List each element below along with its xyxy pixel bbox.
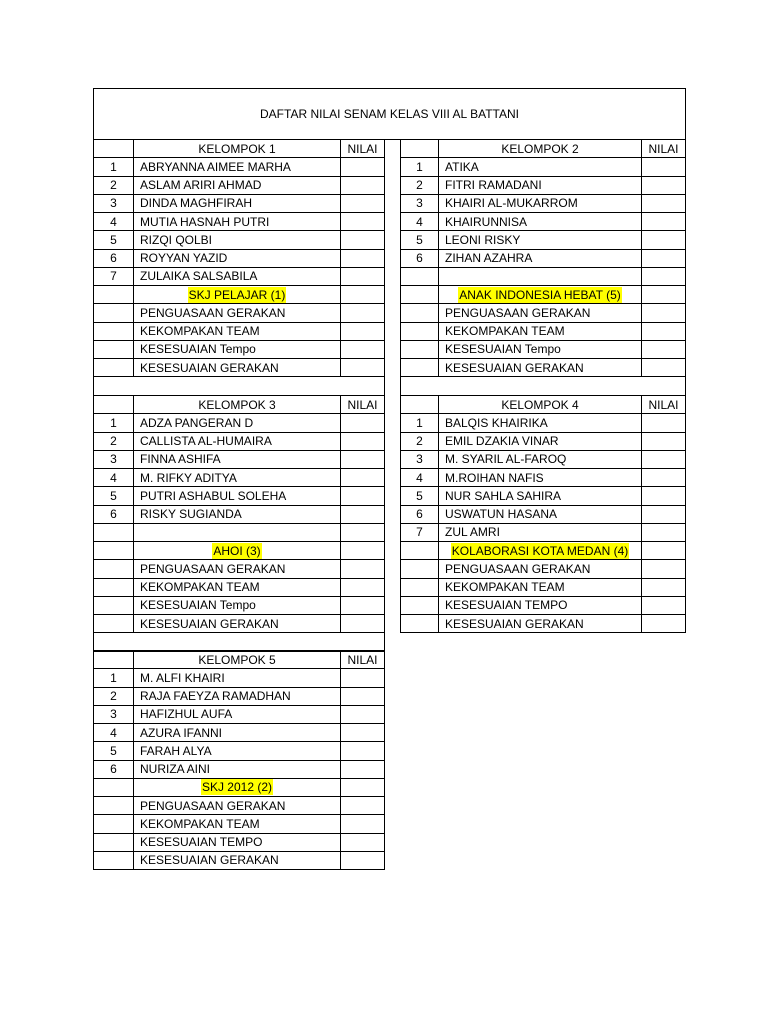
member-number-text: 4 [110, 470, 117, 485]
score-cell[interactable] [641, 340, 686, 359]
score-cell[interactable] [641, 505, 686, 524]
score-cell[interactable] [641, 413, 686, 432]
member-name [438, 413, 642, 432]
score-cell[interactable] [340, 176, 385, 195]
member-number-text: 3 [110, 196, 117, 211]
member-number [400, 194, 439, 213]
criteria-label-text: KEKOMPAKAN TEAM [140, 816, 260, 831]
member-name-text: KHAIRI AL-MUKARROM [445, 196, 578, 211]
nilai-header-text: NILAI [347, 652, 378, 667]
song-title [133, 285, 341, 304]
member-number-text: 6 [110, 762, 117, 777]
score-cell[interactable] [641, 486, 686, 505]
member-number [93, 230, 134, 249]
member-name-text: ROYYAN YAZID [140, 251, 228, 266]
criteria-no [93, 796, 134, 815]
score-cell[interactable] [641, 176, 686, 195]
score-cell[interactable] [340, 705, 385, 724]
member-number [93, 432, 134, 451]
score-cell[interactable] [340, 778, 385, 797]
song-title [133, 778, 341, 797]
member-number [400, 486, 439, 505]
score-cell[interactable] [340, 212, 385, 231]
member-number-text: 2 [110, 434, 117, 449]
score-cell[interactable] [340, 194, 385, 213]
criteria-label-text: PENGUASAAN GERAKAN [445, 305, 591, 320]
song-row-no [400, 285, 439, 304]
member-number [93, 723, 134, 742]
song-title [133, 541, 341, 560]
member-number-text: 5 [110, 232, 117, 247]
song-title-text: KOLABORASI KOTA MEDAN (4) [451, 543, 629, 558]
member-number-text: 6 [416, 251, 423, 266]
member-name [438, 267, 642, 286]
member-name [133, 157, 341, 176]
member-number-text: 4 [416, 214, 423, 229]
score-cell[interactable] [340, 741, 385, 760]
member-name [133, 760, 341, 779]
score-cell[interactable] [340, 723, 385, 742]
member-number [400, 432, 439, 451]
score-cell[interactable] [340, 413, 385, 432]
member-name [133, 668, 341, 687]
score-cell[interactable] [340, 578, 385, 597]
member-number [93, 760, 134, 779]
member-number [93, 741, 134, 760]
criteria-label-text: KESESUAIAN GERAKAN [140, 853, 279, 868]
member-name [133, 432, 341, 451]
criteria-label-text: KESESUAIAN GERAKAN [140, 616, 279, 631]
score-cell[interactable] [340, 157, 385, 176]
criteria-label-text: KEKOMPAKAN TEAM [140, 324, 260, 339]
member-name [438, 450, 642, 469]
score-cell[interactable] [340, 432, 385, 451]
criteria-label [133, 358, 341, 377]
score-cell[interactable] [340, 760, 385, 779]
member-number-text: 7 [110, 269, 117, 284]
group-name [133, 650, 341, 669]
criteria-label-text: KEKOMPAKAN TEAM [445, 324, 565, 339]
member-name-text: BALQIS KHAIRIKA [445, 415, 548, 430]
criteria-no [93, 596, 134, 615]
member-number [93, 413, 134, 432]
member-number [93, 486, 134, 505]
member-name-text: NURIZA AINI [140, 762, 211, 777]
score-cell[interactable] [641, 468, 686, 487]
member-name-text: MUTIA HASNAH PUTRI [140, 214, 270, 229]
member-name [133, 723, 341, 742]
member-name-text: ZIHAN AZAHRA [445, 251, 533, 266]
member-name-text: EMIL DZAKIA VINAR [445, 434, 559, 449]
member-name [438, 432, 642, 451]
score-cell[interactable] [340, 468, 385, 487]
criteria-label [133, 851, 341, 870]
song-title [438, 285, 642, 304]
song-title-text: ANAK INDONESIA HEBAT (5) [459, 287, 621, 302]
member-name [438, 194, 642, 213]
criteria-label-text: KEKOMPAKAN TEAM [140, 580, 260, 595]
criteria-label-text: PENGUASAAN GERAKAN [445, 561, 591, 576]
score-cell[interactable] [641, 358, 686, 377]
member-number-text: 6 [110, 251, 117, 266]
score-cell[interactable] [340, 267, 385, 286]
member-number-text: 3 [110, 707, 117, 722]
score-cell[interactable] [641, 267, 686, 286]
member-number [400, 505, 439, 524]
member-number-text: 7 [416, 525, 423, 540]
member-number-text: 5 [110, 488, 117, 503]
score-cell[interactable] [340, 833, 385, 852]
score-cell[interactable] [340, 358, 385, 377]
member-name-text: M. RIFKY ADITYA [140, 470, 237, 485]
group-name-text: KELOMPOK 1 [198, 141, 276, 156]
score-cell[interactable] [641, 230, 686, 249]
score-cell[interactable] [340, 450, 385, 469]
criteria-label-text: KESESUAIAN GERAKAN [445, 616, 584, 631]
nilai-header-text: NILAI [648, 397, 679, 412]
group-header-no [93, 650, 134, 669]
member-name-text: ADZA PANGERAN D [140, 415, 254, 430]
song-title-text: AHOI (3) [213, 543, 261, 558]
score-cell[interactable] [340, 505, 385, 524]
criteria-no [93, 578, 134, 597]
criteria-label-text: KESESUAIAN TEMPO [140, 835, 263, 850]
score-cell[interactable] [340, 486, 385, 505]
score-cell[interactable] [340, 796, 385, 815]
criteria-label [438, 596, 642, 615]
criteria-no [93, 814, 134, 833]
member-number [93, 176, 134, 195]
criteria-no [93, 559, 134, 578]
member-name-text: NUR SAHLA SAHIRA [445, 488, 562, 503]
member-number-text: 2 [110, 178, 117, 193]
group-name-text: KELOMPOK 3 [198, 397, 276, 412]
criteria-label-text: PENGUASAAN GERAKAN [140, 561, 286, 576]
member-name [133, 505, 341, 524]
member-number-text: 3 [416, 196, 423, 211]
member-name [133, 687, 341, 706]
member-number [93, 468, 134, 487]
member-name-text: AZURA IFANNI [140, 725, 223, 740]
score-cell[interactable] [641, 194, 686, 213]
member-number [93, 212, 134, 231]
member-number [93, 668, 134, 687]
score-cell[interactable] [340, 851, 385, 870]
group-header-no [400, 139, 439, 158]
group-name [133, 139, 341, 158]
criteria-label-text: PENGUASAAN GERAKAN [140, 305, 286, 320]
criteria-no [93, 833, 134, 852]
criteria-no [400, 358, 439, 377]
member-name-text: FINNA ASHIFA [140, 452, 221, 467]
group-header-no [400, 395, 439, 414]
criteria-label [438, 614, 642, 633]
score-cell[interactable] [340, 230, 385, 249]
member-number-text: 2 [110, 689, 117, 704]
criteria-label-text: PENGUASAAN GERAKAN [140, 798, 286, 813]
member-number-text: 1 [110, 415, 117, 430]
member-name [133, 267, 341, 286]
member-name [133, 486, 341, 505]
nilai-header [340, 139, 385, 158]
song-row-no [400, 541, 439, 560]
member-name-text: RISKY SUGIANDA [140, 507, 242, 522]
member-number [93, 267, 134, 286]
criteria-label [133, 322, 341, 341]
member-name [438, 230, 642, 249]
member-name [133, 194, 341, 213]
member-name-text: RIZQI QOLBI [140, 232, 213, 247]
score-cell[interactable] [641, 578, 686, 597]
criteria-label [133, 559, 341, 578]
score-cell[interactable] [641, 303, 686, 322]
criteria-label [133, 340, 341, 359]
criteria-no [400, 596, 439, 615]
group-name-text: KELOMPOK 2 [501, 141, 579, 156]
score-cell[interactable] [641, 523, 686, 542]
member-name-text: DINDA MAGHFIRAH [140, 196, 253, 211]
score-cell[interactable] [340, 559, 385, 578]
member-number-text: 1 [110, 670, 117, 685]
member-number [93, 687, 134, 706]
nilai-header-text: NILAI [347, 397, 378, 412]
member-number-text: 3 [416, 452, 423, 467]
criteria-no [93, 851, 134, 870]
member-number [93, 505, 134, 524]
criteria-label [438, 578, 642, 597]
member-name-text: KHAIRUNNISA [445, 214, 528, 229]
member-number-text: 1 [416, 159, 423, 174]
score-cell[interactable] [641, 249, 686, 268]
criteria-label [438, 559, 642, 578]
spacer-row-left [93, 632, 385, 651]
member-number-text: 2 [416, 434, 423, 449]
member-number-text: 3 [110, 452, 117, 467]
member-name [133, 413, 341, 432]
member-name [133, 230, 341, 249]
criteria-no [93, 340, 134, 359]
member-name-text: FITRI RAMADANI [445, 178, 542, 193]
criteria-label-text: KESESUAIAN Tempo [140, 598, 256, 613]
member-number [400, 468, 439, 487]
member-number-text: 5 [416, 488, 423, 503]
score-cell[interactable] [340, 303, 385, 322]
criteria-no [93, 358, 134, 377]
criteria-label-text: KESESUAIAN GERAKAN [445, 360, 584, 375]
member-number-text: 4 [110, 725, 117, 740]
criteria-label [438, 358, 642, 377]
member-name [133, 450, 341, 469]
criteria-no [400, 340, 439, 359]
criteria-no [400, 559, 439, 578]
score-cell[interactable] [641, 596, 686, 615]
spacer-row-left [93, 376, 385, 395]
member-name-text: LEONI RISKY [445, 232, 521, 247]
member-number [400, 413, 439, 432]
member-name [133, 176, 341, 195]
member-number-text: 6 [110, 507, 117, 522]
score-cell[interactable] [340, 614, 385, 633]
score-cell[interactable] [340, 814, 385, 833]
score-cell[interactable] [340, 668, 385, 687]
criteria-label [133, 814, 341, 833]
member-name-text: PUTRI ASHABUL SOLEHA [140, 488, 287, 503]
criteria-no [93, 322, 134, 341]
group-name [438, 139, 642, 158]
nilai-header [641, 139, 686, 158]
member-number [400, 212, 439, 231]
member-name [438, 505, 642, 524]
score-cell[interactable] [340, 596, 385, 615]
member-name [438, 212, 642, 231]
criteria-label-text: KESESUAIAN TEMPO [445, 598, 568, 613]
member-number-text: 1 [416, 415, 423, 430]
member-name-text: ATIKA [445, 159, 479, 174]
member-number [93, 157, 134, 176]
criteria-label [133, 833, 341, 852]
score-cell[interactable] [340, 687, 385, 706]
criteria-no [93, 614, 134, 633]
member-number [400, 157, 439, 176]
criteria-label-text: KESESUAIAN Tempo [445, 342, 561, 357]
score-cell[interactable] [641, 285, 686, 304]
member-number-text: 4 [110, 214, 117, 229]
member-name-text: HAFIZHUL AUFA [140, 707, 233, 722]
member-name [438, 523, 642, 542]
criteria-label [438, 303, 642, 322]
criteria-no [400, 578, 439, 597]
group-name-text: KELOMPOK 5 [198, 652, 276, 667]
member-number [93, 450, 134, 469]
score-cell[interactable] [641, 212, 686, 231]
criteria-label [133, 578, 341, 597]
song-row-no [93, 285, 134, 304]
member-number [93, 194, 134, 213]
criteria-no [400, 322, 439, 341]
criteria-label [438, 340, 642, 359]
member-name-text: M. ALFI KHAIRI [140, 670, 225, 685]
score-cell[interactable] [641, 559, 686, 578]
score-cell[interactable] [641, 541, 686, 560]
score-cell[interactable] [641, 450, 686, 469]
group-name-text: KELOMPOK 4 [501, 397, 579, 412]
criteria-label [133, 596, 341, 615]
song-title [438, 541, 642, 560]
member-number [93, 705, 134, 724]
score-cell[interactable] [340, 322, 385, 341]
group-name [133, 395, 341, 414]
member-name [438, 486, 642, 505]
member-name-text: FARAH ALYA [140, 743, 212, 758]
group-header-no [93, 395, 134, 414]
member-name [133, 468, 341, 487]
member-name [438, 176, 642, 195]
score-cell[interactable] [641, 157, 686, 176]
page-title: DAFTAR NILAI SENAM KELAS VIII AL BATTANI [93, 88, 686, 140]
criteria-label [133, 303, 341, 322]
criteria-label-text: KEKOMPAKAN TEAM [445, 580, 565, 595]
criteria-no [400, 303, 439, 322]
score-cell[interactable] [340, 541, 385, 560]
criteria-label [438, 322, 642, 341]
member-name [438, 468, 642, 487]
song-title-text: SKJ PELAJAR (1) [188, 287, 286, 302]
score-cell[interactable] [641, 322, 686, 341]
score-cell[interactable] [641, 614, 686, 633]
member-name-text: RAJA FAEYZA RAMADHAN [140, 689, 291, 704]
song-row-no [93, 541, 134, 560]
score-cell[interactable] [340, 249, 385, 268]
member-name-text: ZULAIKA SALSABILA [140, 269, 258, 284]
member-number [400, 176, 439, 195]
nilai-header-text: NILAI [347, 141, 378, 156]
nilai-header-text: NILAI [648, 141, 679, 156]
member-number-text: 1 [110, 159, 117, 174]
nilai-header [340, 650, 385, 669]
song-row-no [93, 778, 134, 797]
member-name-text: M.ROIHAN NAFIS [445, 470, 544, 485]
member-name-text: M. SYARIL AL-FAROQ [445, 452, 567, 467]
member-number [93, 523, 134, 542]
member-number [400, 450, 439, 469]
member-name-text: CALLISTA AL-HUMAIRA [140, 434, 272, 449]
member-number-text: 4 [416, 470, 423, 485]
member-name [438, 249, 642, 268]
score-cell[interactable] [340, 285, 385, 304]
criteria-label-text: KESESUAIAN Tempo [140, 342, 256, 357]
member-number-text: 5 [416, 232, 423, 247]
member-name-text: ASLAM ARIRI AHMAD [140, 178, 262, 193]
member-number-text: 6 [416, 507, 423, 522]
member-name [133, 705, 341, 724]
member-number [400, 230, 439, 249]
score-cell[interactable] [340, 340, 385, 359]
nilai-header [340, 395, 385, 414]
criteria-label-text: KESESUAIAN GERAKAN [140, 360, 279, 375]
spacer-row-right [400, 376, 686, 395]
member-number [400, 267, 439, 286]
member-number [93, 249, 134, 268]
member-name [133, 212, 341, 231]
criteria-label [133, 614, 341, 633]
member-name [133, 249, 341, 268]
member-name-text: USWATUN HASANA [445, 507, 558, 522]
nilai-header [641, 395, 686, 414]
member-name-text: ZUL AMRI [445, 525, 500, 540]
member-name [438, 157, 642, 176]
criteria-no [400, 614, 439, 633]
group-name [438, 395, 642, 414]
criteria-no [93, 303, 134, 322]
member-number-text: 5 [110, 743, 117, 758]
member-number-text: 2 [416, 178, 423, 193]
criteria-label [133, 796, 341, 815]
score-cell[interactable] [340, 523, 385, 542]
score-cell[interactable] [641, 432, 686, 451]
member-name [133, 523, 341, 542]
member-name-text: ABRYANNA AIMEE MARHA [140, 159, 291, 174]
member-name [133, 741, 341, 760]
member-number [400, 523, 439, 542]
song-title-text: SKJ 2012 (2) [201, 780, 273, 795]
group-header-no [93, 139, 134, 158]
member-number [400, 249, 439, 268]
